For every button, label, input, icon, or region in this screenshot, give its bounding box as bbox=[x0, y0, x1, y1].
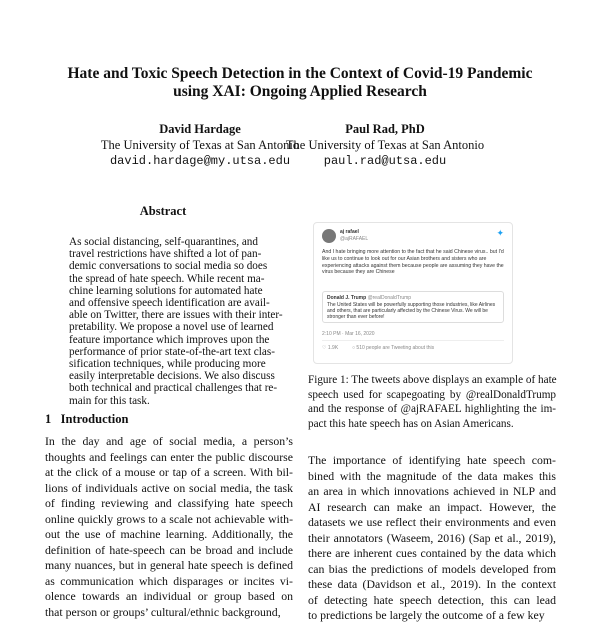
text-line: that person or groups’ cultural/ethnic background, bbox=[45, 604, 281, 619]
text-line: sification techniques, while producing more bbox=[69, 358, 266, 370]
tweet-likes: ♡ 1.9K bbox=[322, 345, 339, 351]
tweet-author: aj rafael bbox=[340, 229, 359, 235]
text-line: of detecting hate speech detection, this can lead bbox=[308, 592, 556, 607]
text-line: both technical and practical challenges that re- bbox=[69, 382, 278, 395]
text-line: the spread of hate speech. While recent ma- bbox=[69, 272, 265, 285]
text-line: As social distancing, self-quarantines, and bbox=[69, 236, 258, 248]
people-count: 510 people are Tweeting about this bbox=[356, 345, 435, 351]
text-line: at the click of a mouse or tap of a screen. With bil- bbox=[45, 465, 293, 479]
text-line: speech used for scapegoating by @realDonaldTrump bbox=[308, 388, 556, 401]
author-name: David Hardage bbox=[159, 122, 241, 136]
text-line: In the day and age of social media, a person’s bbox=[45, 434, 293, 448]
text-line: there are inherent cues contained by the data which bbox=[308, 546, 556, 560]
author-affiliation: The University of Texas at San Antonio bbox=[100, 138, 300, 152]
like-count: 1.9K bbox=[327, 345, 339, 351]
text-line: and offensive speech identification are avail- bbox=[69, 297, 270, 309]
text-line: an area in which innovations achieved in NLP and bbox=[308, 484, 556, 498]
tweet-figure bbox=[313, 222, 513, 364]
text-line: able on Twitter, there are issues with their inter- bbox=[69, 309, 283, 322]
author-email: david.hardage@my.utsa.edu bbox=[109, 154, 291, 168]
section-heading: 1 Introduction bbox=[45, 412, 129, 426]
text-line: and the response of @ajRAFAEL highlighting the im- bbox=[308, 403, 556, 416]
text-line: pact this hate speech has on Asian Americans. bbox=[308, 417, 514, 430]
text-line: demic conversations to social media so does bbox=[69, 260, 268, 273]
text-line: chine learning solutions for automated hate bbox=[69, 284, 263, 297]
abstract-heading: Abstract bbox=[139, 204, 187, 218]
text-line: easily interpretable decisions. We also discuss bbox=[69, 370, 275, 383]
avatar bbox=[322, 229, 336, 243]
quoted-handle: @realDonaldTrump bbox=[367, 295, 412, 301]
divider bbox=[322, 340, 504, 341]
author-affiliation: The University of Texas at San Antonio bbox=[285, 138, 485, 152]
text-line: AI research can make an impact. However, the bbox=[308, 499, 556, 514]
text-line: definition of hate-speech can be broad and include bbox=[45, 542, 293, 557]
paper-title-line-2: using XAI: Ongoing Applied Research bbox=[173, 83, 427, 100]
text-line: as communication which disparages or incites vi- bbox=[45, 573, 293, 588]
text-line: Figure 1: The tweets above displays an example of hate bbox=[308, 374, 557, 386]
text-line: pretability. We propose a novel use of learned bbox=[69, 321, 274, 334]
text-line: of finding reviewing and classifying hate speech bbox=[45, 496, 293, 510]
text-line: can bias the predictions of models developed from bbox=[308, 561, 556, 576]
quoted-author: Donald J. Trump bbox=[327, 295, 367, 301]
text-line: out the use of machine learning. Additionally, the bbox=[45, 527, 293, 541]
tweet-handle: @ajRAFAEL bbox=[340, 236, 369, 242]
tweet-people: ○ 510 people are Tweeting about this bbox=[352, 345, 435, 351]
text-line: online quickly grows to a scale not achievable with- bbox=[45, 511, 293, 526]
text-line: performance of prior state-of-the-art text clas- bbox=[69, 345, 275, 358]
text-line: bined with the magnitude of the data makes this bbox=[308, 468, 556, 483]
text-line: main for this task. bbox=[69, 394, 150, 407]
text-line: these data (Davidson et al., 2019). In the context bbox=[308, 577, 556, 591]
text-line: thoughts and feelings can enter the public discourse bbox=[45, 449, 293, 464]
text-line: many nuances, but in general hate speech is defined bbox=[45, 558, 293, 572]
author-name: Paul Rad, PhD bbox=[345, 122, 425, 136]
twitter-bird-icon: ✦ bbox=[496, 228, 504, 238]
text-line: olence towards an individual or group based on bbox=[45, 589, 293, 603]
text-line: travel restrictions have shifted a lot of pan- bbox=[69, 248, 262, 261]
text-line: feature importance which improves upon the bbox=[69, 333, 270, 346]
text-line: lions of individuals active on social media, the task bbox=[45, 480, 293, 495]
tweet-text: And I hate bringing more attention to the fact that he said Chinese virus.. but I'd like us to continue to look out for our Asian brothers and sisters who are experiencing attacks against them because people are assuming they have the virus because they are Chinese bbox=[322, 249, 504, 276]
text-line: The importance of identifying hate speech com- bbox=[308, 453, 556, 467]
tweet-time: 2:10 PM · Mar 16, 2020 bbox=[322, 331, 375, 337]
quoted-tweet bbox=[322, 291, 504, 323]
author-email: paul.rad@utsa.edu bbox=[323, 154, 447, 168]
paper-title-line-1: Hate and Toxic Speech Detection in the Context of Covid-19 Pandemic bbox=[67, 65, 533, 82]
text-line: their annotators (Waseem, 2016) (Sap et al., 2019), bbox=[308, 530, 556, 545]
text-line: datasets we use reflect their environments and even bbox=[308, 515, 556, 529]
quoted-text: The United States will be powerfully supporting those industries, like Airlines and others, that are particularly affected by the Chinese Virus. We will be stronger than ever before! bbox=[327, 302, 496, 320]
text-line: to predictions be largely the outcome of a few key bbox=[308, 608, 545, 622]
